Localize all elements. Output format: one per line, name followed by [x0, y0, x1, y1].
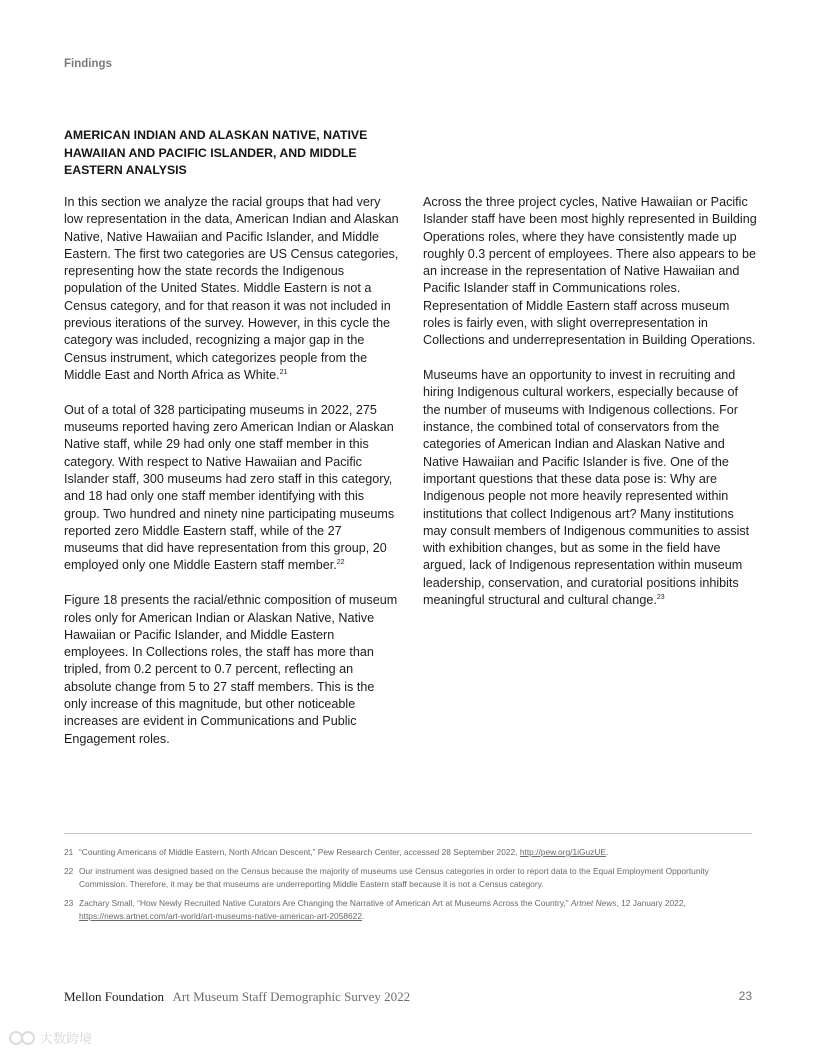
paragraph	[64, 402, 399, 575]
section-heading: AMERICAN INDIAN AND ALASKAN NATIVE, NATIVE HAWAIIAN AND PACIFIC ISLANDER, AND MIDDLE EASTERN ANALYSIS	[64, 128, 368, 177]
footnote-ref[interactable]: 21	[279, 368, 288, 376]
paragraph-text: Out of a total of 328 participating museums in 2022, 275 museums reported having zero American Indian or Alaskan Native staff, while 29 had only one staff member in this category. With respect to Native Hawaiian and Pacific Islander staff, 300 museums had zero staff in this category, and 18 had only one staff member identifying with this group. Two hundred and ninety nine participating museums reported zero Middle Eastern staff, while of the 27 museums that did have representation from this group, 20 employed only one Middle Eastern staff member.	[64, 402, 395, 573]
footnote-ref[interactable]: 22	[336, 559, 345, 567]
footnote-text	[79, 897, 752, 923]
paragraph-text: Across the three project cycles, Native Hawaiian or Pacific Islander staff have been most highly represented in Building Operations roles, where they have consistently made up roughly 0.3 percent of employees. There also appears to be an increase in the representation of Native Hawaiian and Pacific Islander staff in Communications roles. Representation of Middle Eastern staff across museum roles is fairly even, with slight overrepresentation in Collections and underrepresentation in Building Operations.	[423, 195, 757, 348]
watermark	[8, 1028, 92, 1047]
paragraph-text: In this section we analyze the racial groups that had very low representation in the data, American Indian and Alaskan Native, Native Hawaiian and Pacific Islander, and Middle Eastern. The first two categories are US Census categories, representing how the state records the Indigenous population of the United States. Middle Eastern is not a Census category, and for that reason it was not included in previous iterations of the survey. However, in this cycle the category was included, recognizing a major gap in the Census instrument, which categorizes people from the Middle East and North Africa as White.	[64, 195, 399, 382]
page-number: 23	[738, 989, 752, 1003]
paragraph	[423, 194, 758, 350]
footnote-number: 21	[64, 847, 74, 857]
footnote-punct: .	[605, 847, 609, 857]
footnote-number: 22	[64, 866, 74, 876]
page-footer	[64, 988, 752, 1008]
footnote-link[interactable]: http://pew.org/1iGuzUE	[519, 847, 606, 857]
left-column	[64, 194, 399, 765]
footnote-citation: Zachary Small, “How Newly Recruited Native Curators Are Changing the Narrative of American Art at Museums Across the Country,”	[79, 898, 571, 908]
paragraph-text: Museums have an opportunity to invest in recruiting and hiring Indigenous cultural workers, especially because of the number of museums with Indigenous collections. For instance, the combined total of conservators from the categories of American Indian and Alaskan Native and Native Hawaiian and Pacific Islander is five. One of the important questions that these data pose is: Why are Indigenous people not more heavily represented within institutions that collect Indigenous art? Many institutions may consult members of Indigenous communities to assist with exhibition changes, but as some in the field have argued, lack of Indigenous representation within museum leadership, conservation, and curatorial positions inhibits meaningful structural and cultural change.	[423, 368, 750, 608]
watermark-logo-icon	[8, 1030, 36, 1046]
footnote-citation: “Counting Americans of Middle Eastern, North African Descent,” Pew Research Center, accessed 28 September 2022,	[79, 847, 520, 857]
paragraph-text: Figure 18 presents the racial/ethnic composition of museum roles only for American Indian or Alaskan Native, Native Hawaiian or Pacific Islander, and Middle Eastern employees. In Collections roles, the staff has more than tripled, from 0.2 percent to 0.7 percent, reflecting an absolute change from 5 to 27 staff members. This is the only increase of this magnitude, but other noticeable increases are evident in Communications and Public Engagement roles.	[64, 593, 398, 746]
footnote-number: 23	[64, 898, 74, 908]
paragraph	[64, 194, 399, 384]
footer-brand: Mellon Foundation	[64, 989, 165, 1004]
section-label: Findings	[64, 58, 112, 70]
footnote-date: , 12 January 2022,	[616, 898, 686, 908]
footnote-item	[64, 897, 752, 923]
paragraph	[423, 367, 758, 609]
footnote-text	[79, 846, 752, 859]
footnote-link[interactable]: https://news.artnet.com/art-world/art-museums-native-american-art-2058622	[79, 911, 362, 921]
footnote-item	[64, 846, 752, 859]
footnote-ref[interactable]: 23	[656, 593, 665, 601]
footnotes	[64, 833, 752, 929]
footnote-publication: Artnet News	[570, 898, 617, 908]
footnote-punct: .	[362, 911, 365, 921]
footnote-item	[64, 865, 752, 891]
watermark-text: 大数跨境	[40, 1032, 93, 1047]
paragraph	[64, 592, 399, 748]
footer-title: Art Museum Staff Demographic Survey 2022	[172, 989, 411, 1004]
footnote-text: Our instrument was designed based on the Census because the majority of museums use Census categories in order to report data to the Equal Employment Opportunity Commission. Therefore, it may be that museums are underreporting Middle Eastern staff because it is not a Census category.	[79, 866, 709, 889]
right-column	[423, 194, 758, 627]
